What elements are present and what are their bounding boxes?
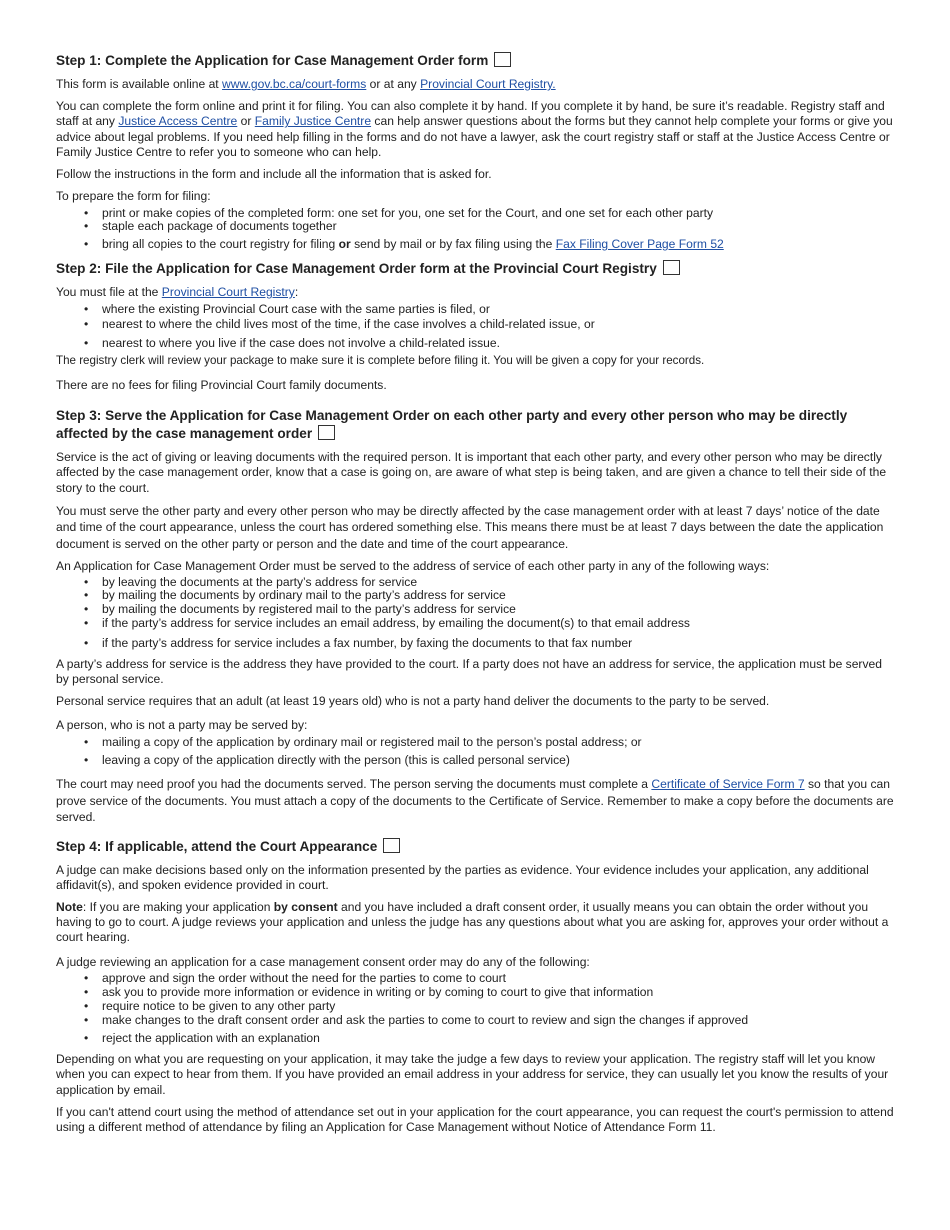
family-justice-centre-link[interactable]: Family Justice Centre xyxy=(254,114,372,129)
text: so that you can prove service of the documents. You must attach a copy of the documents to the Certificate of Service. Remember to make a copy before the documents are served. xyxy=(56,777,894,825)
list-item: • by mailing the documents by registered mail to the party’s address for service xyxy=(56,603,896,617)
step3-heading-text: Step 3: Serve the Application for Case Management Order on each other party and every other person who may be directly affected by the case management order xyxy=(56,408,848,442)
list-item: • nearest to where the child lives most of the time, if the case involves a child-related issue, or xyxy=(56,317,896,332)
step2-registry-clerk: The registry clerk will review your package to make sure it is complete before filing it. You will be given a copy for your records. xyxy=(56,353,705,367)
list-item: • ask you to provide more information or evidence in writing or by coming to court to give that information xyxy=(56,985,896,999)
step4-heading xyxy=(56,838,896,856)
text: or at any xyxy=(366,77,421,91)
list-item: • make changes to the draft consent order and ask the parties to come to court to review and sign the changes if approved xyxy=(56,1013,896,1027)
list-item: • approve and sign the order without the need for the parties to come to court xyxy=(56,971,896,985)
step2-checkbox[interactable] xyxy=(663,260,680,275)
step3-service-methods-intro: An Application for Case Management Order must be served to the address of service of each other party in any of the following ways: xyxy=(56,559,770,574)
list-item: • print or make copies of the completed form: one set for you, one set for the Court, and one set for each other party xyxy=(56,206,896,221)
list-item: • reject the application with an explanation xyxy=(56,1031,896,1046)
step4-evidence: A judge can make decisions based only on the information presented by the parties as evidence. Your evidence includes your application, any additional affidavit(s), and spoken evidence provided in court. xyxy=(56,862,869,892)
fax-filing-cover-link[interactable]: Fax Filing Cover Page Form 52 xyxy=(555,236,724,251)
step3-proof-of-service xyxy=(56,776,896,826)
text: bring all copies to the court registry for filing xyxy=(102,236,339,251)
text: send by mail or by fax filing using the xyxy=(350,236,556,251)
list-item: • staple each package of documents together xyxy=(56,219,896,234)
step1-heading xyxy=(56,52,896,70)
step4-checkbox[interactable] xyxy=(383,838,400,853)
court-forms-link[interactable]: www.gov.bc.ca/court-forms xyxy=(222,77,367,91)
step2-heading xyxy=(56,260,896,278)
text: The court may need proof you had the documents served. The person serving the documents must complete a xyxy=(56,777,652,792)
text-bold: or xyxy=(338,236,351,251)
justice-access-centre-link[interactable]: Justice Access Centre xyxy=(118,114,238,129)
certificate-of-service-link[interactable]: Certificate of Service Form 7 xyxy=(651,777,805,792)
step2-no-fees: There are no fees for filing Provincial Court family documents. xyxy=(56,378,387,393)
text: or xyxy=(237,114,255,129)
text: You can complete the form online and print it for filing. You can also complete it by hand. If you complete it by hand, be sure it’s readable. Registry staff and staff at any xyxy=(56,99,885,129)
instructions-page xyxy=(56,52,896,1142)
step4-consent-note xyxy=(56,900,896,946)
step3-non-party-methods xyxy=(56,735,896,768)
list-item: • by mailing the documents by ordinary mail to the party’s address for service xyxy=(56,589,896,603)
provincial-court-registry-link-2[interactable]: Provincial Court Registry xyxy=(161,285,295,300)
step3-service-methods xyxy=(56,576,896,651)
list-item xyxy=(56,237,896,252)
text: and you have included a draft consent order, it usually means you can obtain the order without you having to go to court. A judge reviews your application and unless the judge has any questions about what you are asking for, approves your order without a court hearing. xyxy=(56,900,889,945)
step4-attendance-method: If you can't attend court using the method of attendance set out in your application for the court appearance, you can request the court's permission to attend using a different method of attendance by filing an Application for Case Management without Notice of Attendance Form 11. xyxy=(56,1104,894,1134)
list-item: • if the party’s address for service includes an email address, by emailing the document(s) to that email address xyxy=(56,617,896,631)
list-item: • nearest to where you live if the case does not involve a child-related issue. xyxy=(56,336,896,351)
step3-service-definition: Service is the act of giving or leaving documents with the required person. It is important that each other party, and every other person who may be directly affected by the case management order, know that a case is going on, are aware of what step is being taken, and are given a chance to tell their side of the story to the court. xyxy=(56,450,887,495)
step3-address-for-service: A party’s address for service is the address they have provided to the court. If a party does not have an address for service, the application must be served by personal service. xyxy=(56,656,882,687)
step4-judge-options xyxy=(56,971,896,1046)
list-item: • if the party’s address for service includes a fax number, by faxing the documents to that fax number xyxy=(56,636,896,651)
note-label: Note xyxy=(56,900,83,915)
step1-availability xyxy=(56,77,896,92)
text: This form is available online at xyxy=(56,77,223,91)
step3-notice-requirement: You must serve the other party and every other person who may be directly affected by the case management order with at least 7 days’ notice of the date and time of the court appearance, unless the court has ordered something else. This means there must be at least 7 days between the date the application document is served on the other party or person and the date and time of the court appearance. xyxy=(56,503,884,551)
step2-file-at xyxy=(56,285,896,300)
step3-heading xyxy=(56,407,896,443)
list-item: • by leaving the documents at the party’s address for service xyxy=(56,576,896,590)
step4-judge-options-intro: A judge reviewing an application for a case management consent order may do any of the following: xyxy=(56,954,590,969)
step1-bullet-list xyxy=(56,206,896,252)
list-item: • require notice to be given to any other party xyxy=(56,999,896,1013)
step1-completion-info xyxy=(56,99,896,160)
step2-heading-text: Step 2: File the Application for Case Management Order form at the Provincial Court Registry xyxy=(56,261,657,277)
step1-checkbox[interactable] xyxy=(494,52,511,67)
step3-checkbox[interactable] xyxy=(318,425,335,440)
list-item: • where the existing Provincial Court case with the same parties is filed, or xyxy=(56,302,896,317)
step4-review-time: Depending on what you are requesting on your application, it may take the judge a few days to review your application. The registry staff will let you know when you can expect to hear from them. If you have provided an email address in your address for service, they can usually let you know the results of your application by email. xyxy=(56,1052,889,1097)
step1-follow-instructions: Follow the instructions in the form and include all the information that is asked for. xyxy=(56,167,492,182)
step3-non-party-intro: A person, who is not a party may be served by: xyxy=(56,717,308,732)
step1-prepare-intro: To prepare the form for filing: xyxy=(56,189,211,204)
step3-personal-service: Personal service requires that an adult (at least 19 years old) who is not a party hand deliver the documents to the party to be served. xyxy=(56,694,770,709)
step4-heading-text: Step 4: If applicable, attend the Court Appearance xyxy=(56,838,378,854)
text: : xyxy=(294,285,299,300)
text: can help answer questions about the forms but they cannot help complete your forms or give you advice about legal problems. If you need help filling in the forms and do not have a lawyer, ask the court registry staff or staff at the Justice Access Centre or Family Justice Centre to refer you to someone who can help. xyxy=(56,114,893,159)
text: You must file at the xyxy=(56,285,162,300)
text-bold: by consent xyxy=(273,900,338,915)
list-item: • leaving a copy of the application directly with the person (this is called personal service) xyxy=(56,753,896,768)
provincial-court-registry-link[interactable]: Provincial Court Registry. xyxy=(420,77,556,91)
text: : If you are making your application xyxy=(82,900,274,915)
step2-bullet-list xyxy=(56,302,896,351)
step1-heading-text: Step 1: Complete the Application for Case Management Order form xyxy=(56,53,489,68)
list-item: • mailing a copy of the application by ordinary mail or registered mail to the person’s postal address; or xyxy=(56,735,896,750)
